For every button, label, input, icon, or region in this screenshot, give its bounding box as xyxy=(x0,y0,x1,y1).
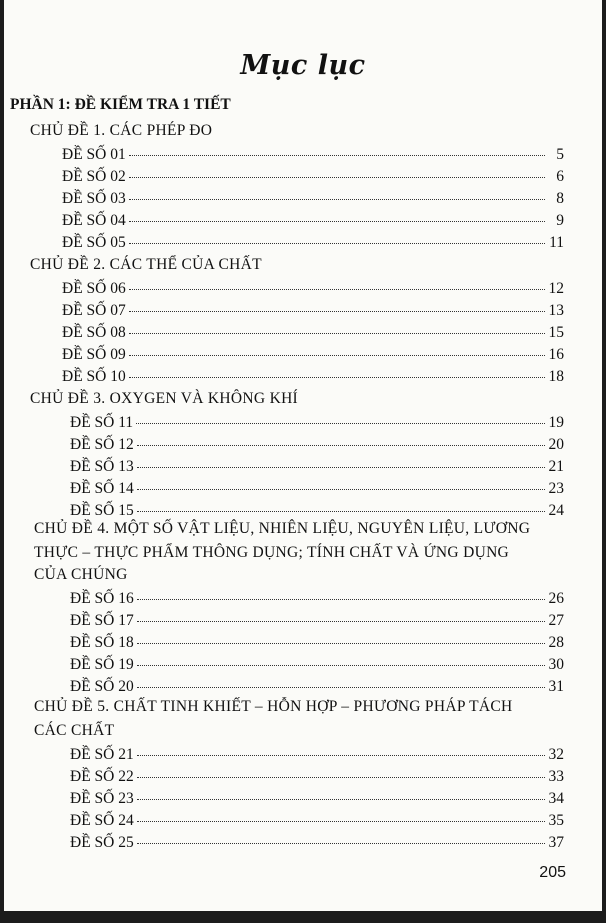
toc-entry-page: 24 xyxy=(548,502,564,519)
topic-heading: CHỦ ĐỀ 5. CHẤT TINH KHIẾT – HỖN HỢP – PHƯƠNG PHÁP TÁCH xyxy=(34,698,513,715)
toc-entry[interactable] xyxy=(62,234,564,252)
dot-leader xyxy=(137,489,545,490)
toc-entry-label: ĐỀ SỐ 17 xyxy=(70,612,134,629)
toc-entry-label: ĐỀ SỐ 18 xyxy=(70,634,134,651)
toc-entry-label: ĐỀ SỐ 13 xyxy=(70,458,134,475)
toc-entry-page: 5 xyxy=(556,146,564,163)
toc-entry-label: ĐỀ SỐ 21 xyxy=(70,746,134,763)
toc-entry-label: ĐỀ SỐ 24 xyxy=(70,812,134,829)
toc-entry-page: 30 xyxy=(548,656,564,673)
toc-entry-page: 37 xyxy=(548,834,564,851)
dot-leader xyxy=(129,221,545,222)
toc-entry-page: 31 xyxy=(548,678,564,695)
dot-leader xyxy=(137,687,545,688)
toc-entry[interactable] xyxy=(70,414,564,432)
toc-entry-label: ĐỀ SỐ 04 xyxy=(62,212,126,229)
toc-entry[interactable] xyxy=(62,368,564,386)
dot-leader xyxy=(129,289,545,290)
dot-leader xyxy=(137,511,545,512)
topic-heading: CỦA CHÚNG xyxy=(34,566,128,583)
toc-entry-page: 12 xyxy=(548,280,564,297)
toc-entry-page: 33 xyxy=(548,768,564,785)
toc-entry-page: 28 xyxy=(548,634,564,651)
dot-leader xyxy=(137,665,545,666)
toc-entry[interactable] xyxy=(70,812,564,830)
dot-leader xyxy=(129,355,545,356)
topic-heading: CHỦ ĐỀ 4. MỘT SỐ VẬT LIỆU, NHIÊN LIỆU, NGUYÊN LIỆU, LƯƠNG xyxy=(34,520,531,537)
toc-entry[interactable] xyxy=(70,458,564,476)
toc-entry-label: ĐỀ SỐ 25 xyxy=(70,834,134,851)
toc-entry-label: ĐỀ SỐ 03 xyxy=(62,190,126,207)
toc-entry[interactable] xyxy=(70,612,564,630)
dot-leader xyxy=(137,777,545,778)
dot-leader xyxy=(137,643,545,644)
toc-entry-page: 20 xyxy=(548,436,564,453)
part-heading: PHẦN 1: ĐỀ KIỂM TRA 1 TIẾT xyxy=(10,96,231,113)
toc-entry-page: 9 xyxy=(556,212,564,229)
toc-entry[interactable] xyxy=(62,346,564,364)
toc-entry[interactable] xyxy=(62,280,564,298)
toc-entry[interactable] xyxy=(70,480,564,498)
toc-entry-page: 8 xyxy=(556,190,564,207)
toc-entry-label: ĐỀ SỐ 10 xyxy=(62,368,126,385)
topic-heading: THỰC – THỰC PHẨM THÔNG DỤNG; TÍNH CHẤT VÀ ỨNG DỤNG xyxy=(34,544,510,561)
dot-leader xyxy=(129,155,545,156)
toc-entry-label: ĐỀ SỐ 23 xyxy=(70,790,134,807)
toc-entry-page: 27 xyxy=(548,612,564,629)
toc-entry[interactable] xyxy=(62,190,564,208)
dot-leader xyxy=(137,599,545,600)
toc-entry[interactable] xyxy=(70,634,564,652)
topic-heading: CÁC CHẤT xyxy=(34,722,115,739)
toc-entry-page: 26 xyxy=(548,590,564,607)
toc-entry-page: 35 xyxy=(548,812,564,829)
toc-entry-label: ĐỀ SỐ 11 xyxy=(70,414,134,431)
toc-entry-label: ĐỀ SỐ 08 xyxy=(62,324,126,341)
toc-entry[interactable] xyxy=(70,590,564,608)
toc-entry[interactable] xyxy=(70,790,564,808)
toc-entry-page: 15 xyxy=(548,324,564,341)
toc-entry-label: ĐỀ SỐ 20 xyxy=(70,678,134,695)
toc-entry-label: ĐỀ SỐ 16 xyxy=(70,590,134,607)
dot-leader xyxy=(137,821,545,822)
toc-entry-page: 6 xyxy=(556,168,564,185)
toc-entry-label: ĐỀ SỐ 19 xyxy=(70,656,134,673)
toc-entry[interactable] xyxy=(62,168,564,186)
toc-entry-page: 23 xyxy=(548,480,564,497)
dot-leader xyxy=(137,445,545,446)
toc-entry[interactable] xyxy=(70,678,564,696)
page-number: 205 xyxy=(539,864,566,881)
toc-entry-label: ĐỀ SỐ 22 xyxy=(70,768,134,785)
book-page xyxy=(4,0,602,911)
toc-entry[interactable] xyxy=(70,656,564,674)
toc-entry-label: ĐỀ SỐ 01 xyxy=(62,146,126,163)
dot-leader xyxy=(129,199,545,200)
toc-entry-label: ĐỀ SỐ 14 xyxy=(70,480,134,497)
toc-entry-page: 11 xyxy=(549,234,564,251)
toc-entry-page: 18 xyxy=(548,368,564,385)
dot-leader xyxy=(129,333,545,334)
toc-entry-label: ĐỀ SỐ 09 xyxy=(62,346,126,363)
dot-leader xyxy=(137,621,545,622)
toc-entry-page: 13 xyxy=(548,302,564,319)
dot-leader xyxy=(137,467,545,468)
page-title: Mục lục xyxy=(240,50,366,81)
toc-entry[interactable] xyxy=(70,768,564,786)
dot-leader xyxy=(137,843,545,844)
toc-entry[interactable] xyxy=(62,324,564,342)
toc-entry[interactable] xyxy=(70,746,564,764)
toc-entry-page: 32 xyxy=(548,746,564,763)
toc-entry[interactable] xyxy=(70,834,564,852)
toc-entry[interactable] xyxy=(62,302,564,320)
toc-entry[interactable] xyxy=(70,502,564,520)
topic-heading: CHỦ ĐỀ 1. CÁC PHÉP ĐO xyxy=(30,122,213,139)
toc-entry-page: 21 xyxy=(548,458,564,475)
toc-entry-label: ĐỀ SỐ 06 xyxy=(62,280,126,297)
topic-heading: CHỦ ĐỀ 3. OXYGEN VÀ KHÔNG KHÍ xyxy=(30,390,299,407)
dot-leader xyxy=(136,423,545,424)
toc-entry-label: ĐỀ SỐ 15 xyxy=(70,502,134,519)
toc-entry-label: ĐỀ SỐ 12 xyxy=(70,436,134,453)
dot-leader xyxy=(129,311,545,312)
dot-leader xyxy=(129,243,545,244)
topic-heading: CHỦ ĐỀ 2. CÁC THỂ CỦA CHẤT xyxy=(30,256,262,273)
dot-leader xyxy=(137,799,545,800)
toc-entry-label: ĐỀ SỐ 02 xyxy=(62,168,126,185)
toc-entry[interactable] xyxy=(70,436,564,454)
toc-entry-page: 19 xyxy=(548,414,564,431)
toc-entry-label: ĐỀ SỐ 07 xyxy=(62,302,126,319)
toc-entry-page: 34 xyxy=(548,790,564,807)
toc-entry[interactable] xyxy=(62,212,564,230)
toc-entry-label: ĐỀ SỐ 05 xyxy=(62,234,126,251)
toc-entry-page: 16 xyxy=(548,346,564,363)
dot-leader xyxy=(129,377,545,378)
toc-entry[interactable] xyxy=(62,146,564,164)
dot-leader xyxy=(137,755,545,756)
dot-leader xyxy=(129,177,545,178)
